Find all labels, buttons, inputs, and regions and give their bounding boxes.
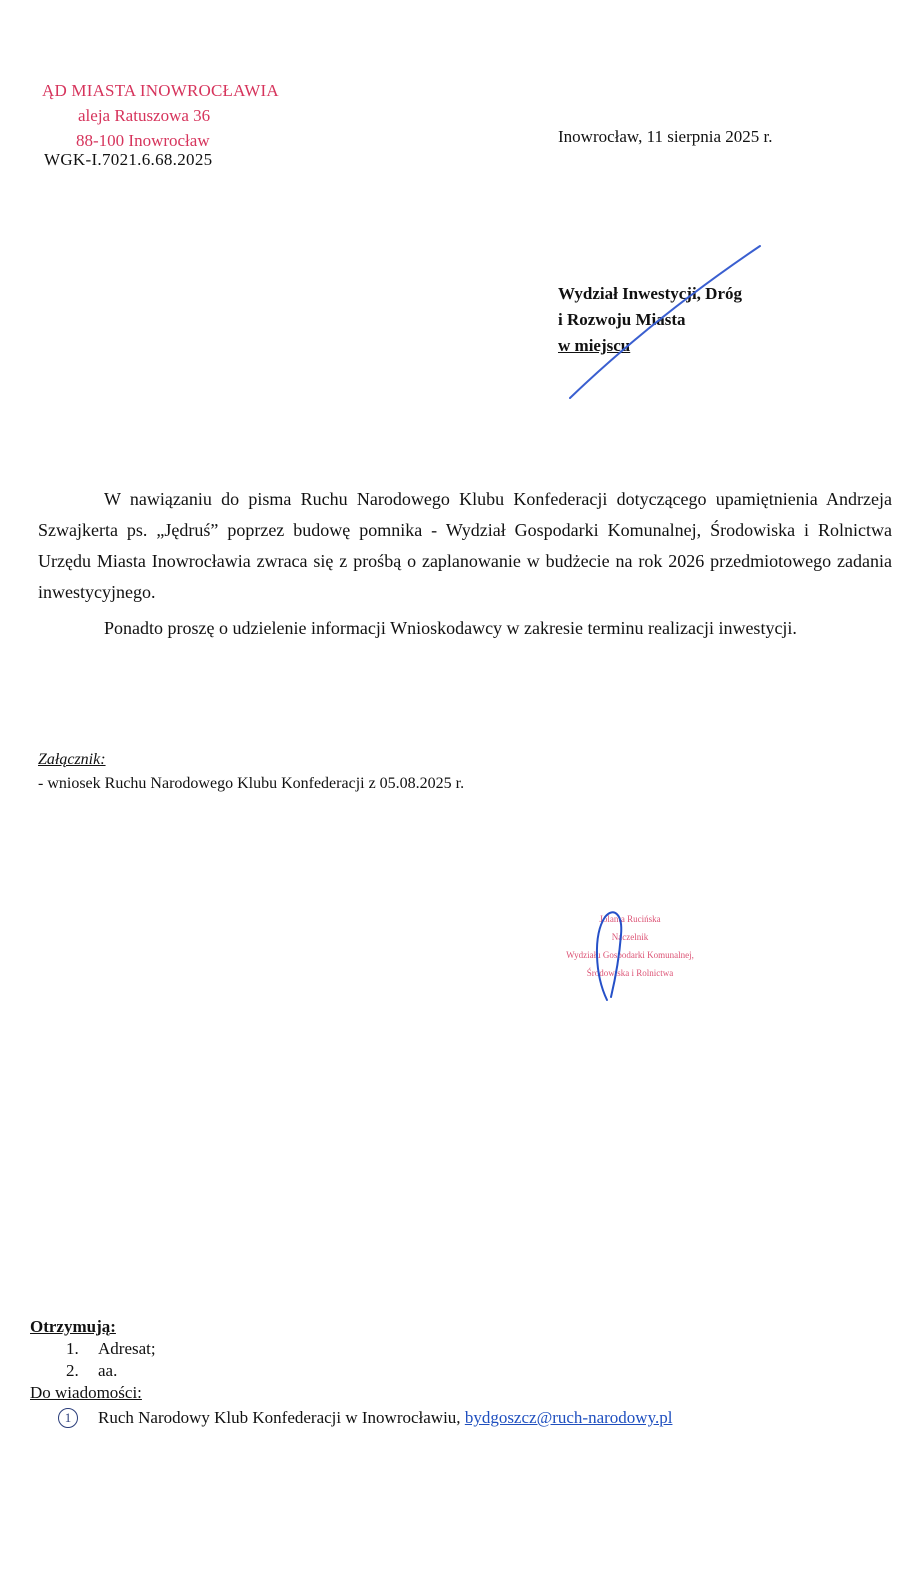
recipient-number: 2. [66,1361,79,1380]
attachment-item: - wniosek Ruchu Narodowego Klubu Konfederacji z 05.08.2025 r. [38,775,465,792]
pen-slash-mark [560,240,770,405]
attachment-section [38,748,464,796]
stamp-street: aleja Ratuszowa 36 [78,106,211,125]
recipients-section [30,1316,890,1429]
signature-name: Jolanta Rucińska [599,914,661,924]
stamp-city: 88-100 Inowrocław [76,131,210,150]
email-link[interactable]: bydgoszcz@ruch-narodowy.pl [464,1408,673,1427]
attachment-header: Załącznik: [38,751,106,768]
office-stamp [38,78,338,153]
document-date: Inowrocław, 11 sierpnia 2025 r. [558,127,773,146]
recipient-text: aa. [98,1361,118,1380]
signature-department: Wydziału Gospodarki Komunalnej, [566,950,694,960]
recipient-text: Adresat; [98,1339,156,1358]
recipient-item [66,1360,890,1382]
addressee-line-1: Wydział Inwestycji, Dróg [558,284,742,303]
recipient-number: 1. [66,1339,79,1358]
handwritten-signature [585,905,635,1005]
letter-body [38,484,892,644]
addressee-line-3: w miejscu [558,336,631,355]
signature-title: Naczelnik [611,932,649,942]
document-reference: WGK-I.7021.6.68.2025 [44,150,213,169]
addressee-line-2: i Rozwoju Miasta [558,310,686,329]
circled-number: 1 [58,1408,78,1428]
body-paragraph-2: Ponadto proszę o udzielenie informacji Wnioskodawcy w zakresie terminu realizacji inwestycji. [104,618,797,638]
stamp-office-name: ĄD MIASTA INOWROCŁAWIA [42,81,279,100]
info-header: Do wiadomości: [30,1383,142,1402]
recipient-item [66,1338,890,1360]
body-paragraph-1: W nawiązaniu do pisma Ruchu Narodowego Klubu Konfederacji dotyczącego upamiętnienia Andrzeja Szwajkerta ps. „Jędruś” poprzez budowę pomnika - Wydział Gospodarki Komunalnej, Środowiska i Rolnictwa Urzędu Miasta Inowrocławia zwraca się z prośbą o zaplanowanie w budżecie na rok 2026 przedmiotowego zadania inwestycyjnego. [38,489,892,602]
recipients-header: Otrzymują: [30,1317,116,1336]
recipients-list [30,1338,890,1382]
info-text: Ruch Narodowy Klub Konfederacji w Inowrocławiu, [98,1408,461,1427]
info-item [58,1407,890,1429]
signature-department-2: Środowiska i Rolnictwa [586,968,674,978]
